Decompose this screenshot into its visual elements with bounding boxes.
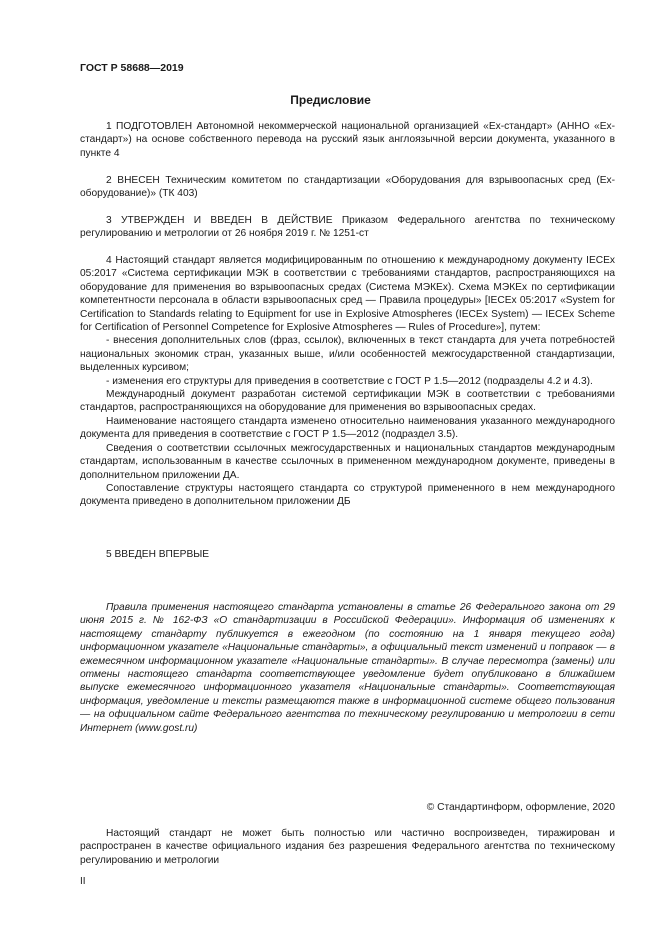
item-4-sub-4: Наименование настоящего стандарта изменено относительно наименования указанного международного документа для приведения в соответствие с ГОСТ Р 1.5—2012 (подраздел 3.5). — [80, 415, 615, 441]
item-4-sub-3: Международный документ разработан системой сертификации МЭК в соответствии с требованиями стандартов, распространяющихся на оборудование для применения во взрывоопасных средах. — [80, 389, 615, 414]
item-4-sub-5: Сведения о соответствии ссылочных межгосударственных и национальных стандартов международным стандартам, использованным в качестве ссылочных в примененном международном документе, приведены в дополнительном приложении ДА. — [80, 442, 615, 481]
item-4-sub-2: - изменения его структуры для приведения в соответствие с ГОСТ Р 1.5—2012 (подразделы 4.2 и 4.3). — [106, 375, 593, 387]
item-1: 1 ПОДГОТОВЛЕН Автономной некоммерческой национальной организацией «Ех-стандарт» (АННО «Ех-стандарт») на основе собственного перевода на русский язык англоязычной версии документа, указанного в пункте 4 — [80, 121, 615, 159]
item-4-sub-1: - внесения дополнительных слов (фраз, ссылок), включенных в текст стандарта для учета потребностей национальных экономик стран, указанных выше, и/или особенностей межгосударственной стандартизации, выделенных курсивом; — [80, 335, 615, 374]
standard-code: ГОСТ Р 58688—2019 — [80, 62, 184, 74]
item-3: 3 УТВЕРЖДЕН И ВВЕДЕН В ДЕЙСТВИЕ Приказом Федерального агентства по техническому регулированию и метрологии от 26 ноября 2019 г. № 1251-ст — [80, 215, 615, 240]
item-2: 2 ВНЕСЕН Техническим комитетом по стандартизации «Оборудования для взрывоопасных сред (Ех-оборудование)» (ТК 403) — [80, 175, 615, 200]
item-4-sub-6: Сопоставление структуры настоящего стандарта со структурой примененного в нем международного документа приведено в дополнительном приложении ДБ — [80, 482, 615, 508]
item-4-lead: 4 Настоящий стандарт является модифицированным по отношению к международному документу IECEx 05:2017 «Система сертификации МЭК в соответствии с требованиями стандартов, распространяющихся на оборудование для применения во взрывоопасных средах (Система МЭКЕх). Схема МЭКЕх по сертификации компетентности персонала в области взрывоопасных сред — Правила процедуры» [IECEx 05:2017 «System for Certification to Standards relating to Equipment for use in Explosive Atmospheres (IECEx System) — IECEx Scheme for Certification of Personnel Competence for Explosive Atmospheres — Rules of Procedure»], путем: — [80, 255, 615, 334]
page-number: II — [80, 876, 86, 887]
item-4 — [80, 254, 615, 509]
official-notice: Правила применения настоящего стандарта установлены в статье 26 Федерального закона от 29 июня 2015 г. № 162-ФЗ «О стандартизации в Российской Федерации». Информация об изменениях к настоящему стандарту публикуется в ежегодном (по состоянию на 1 января текущего года) информационном указателе «Национальные стандарты», а официальный текст изменений и поправок — в ежемесячном информационном указателе «Национальные стандарты». В случае пересмотра (замены) или отмены настоящего стандарта соответствующее уведомление будет опубликовано в ближайшем выпуске ежемесячного информационного указателя «Национальные стандарты». Соответствующая информация, уведомление и тексты размещаются также в информационной системе общего пользования — на официальном сайте Федерального агентства по техническому регулированию и метрологии в сети Интернет (www.gost.ru) — [80, 602, 615, 734]
item-5: 5 ВВЕДЕН ВПЕРВЫЕ — [106, 549, 210, 560]
page-title: Предисловие — [290, 93, 371, 107]
reproduction-notice: Настоящий стандарт не может быть полностью или частично воспроизведен, тиражирован и распространен в качестве официального издания без разрешения Федерального агентства по техническому регулированию и метрологии — [80, 828, 615, 866]
copyright: © Стандартинформ, оформление, 2020 — [426, 802, 615, 813]
